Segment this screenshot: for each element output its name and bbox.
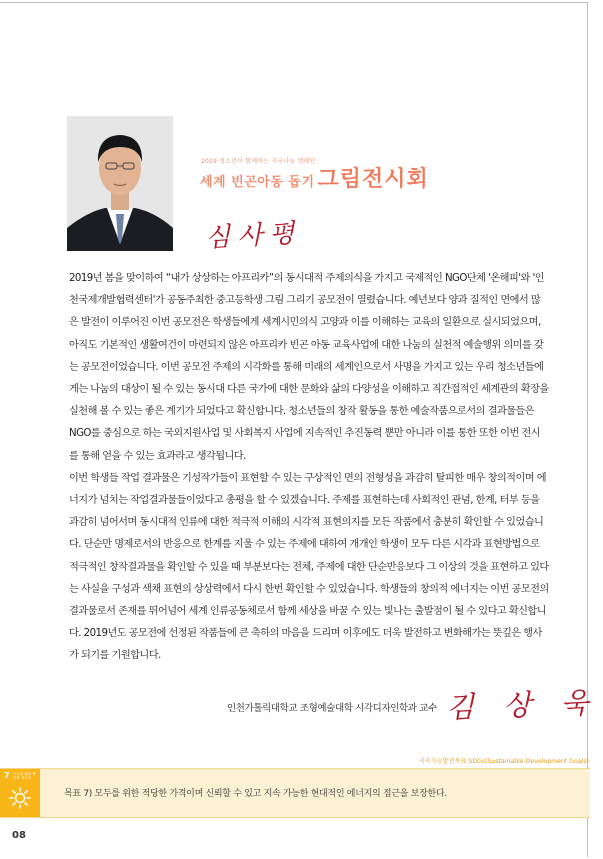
sdg-goal-text: 목표 7) 모두를 위한 적당한 가격이며 신뢰할 수 있고 지속 가능한 현대적인 에너지의 접근을 보장한다. [64, 789, 447, 799]
sun-icon [9, 787, 31, 813]
event-title-big: 그림전시회 [317, 167, 429, 192]
sdg-goal-icon-tile [0, 769, 40, 817]
body-paragraph: 2019년 봄을 맞이하여 “내가 상상하는 아프리카”의 동시대적 주제의식을 가지고 국제적인 NGO단체 '온해피'와 '인천국제개발협력센터'가 공동주최한 중고등학생 그림 그리기 공모전이 열렸습니다. 예년보다 양과 질적인 면에서 많은 발전이 이루어진 이번 공모전은 학생들에게 세계시민의식 고양과 이를 이해하는 교육의 일환으로 실시되었으며, 아직도 기본적인 생활여건이 마련되지 않은 아프리카 빈곤 아동 교육사업에 대한 나눔의 실천적 예술행위 의미를 갖는 공모전이었습니다. 이번 공모전 주제의 시각화를 통해 미래의 세계인으로서 사명을 가지고 있는 우리 청소년들에게는 나눔의 대상이 될 수 있는 동시대 다른 국가에 대한 문화와 삶의 다양성을 이해하고 직간접적인 세계관의 확장을 실천해 볼 수 있는 좋은 계기가 되었다고 확신합니다. 청소년들의 창작 활동을 통한 예술작품으로서의 결과물들은 NGO를 중심으로 하는 국외지원사업 및 사회복지 사업에 지속적인 추진동력 뿐만 아니라 이를 통한 또한 이번 전시를 통해 얻을 수 있는 효과라고 생각됩니다. [69, 273, 549, 462]
frame-top-line [0, 2, 588, 3]
sdg-goal-number: 7 [4, 771, 10, 780]
author-portrait [67, 116, 173, 251]
event-title [200, 162, 429, 193]
author-affiliation: 인천가톨릭대학교 조형예술대학 시각디자인학과 교수 [227, 703, 437, 714]
page-number: 08 [12, 830, 26, 841]
review-heading-calligraphy: 심사평 [204, 218, 303, 254]
frame-right-line [587, 2, 588, 857]
sdg-caption: 지속가능발전목표 SDGs(Sustainable Development Goals) [418, 758, 589, 765]
review-body [69, 268, 549, 668]
sdg-goal-icon-label: 모두를 위한 깨끗한 에너지 [13, 772, 36, 780]
sdg-goal-box [0, 768, 590, 818]
author-signature: 김 상 욱 [445, 685, 600, 725]
body-paragraph: 이번 학생들 작업 결과물은 기성작가들이 표현할 수 있는 구상적인 면의 전형성을 과감히 탈피한 매우 창의적이며 에너지가 넘치는 작업결과물들이었다고 총평을 할 수 있겠습니다. 주제를 표현하는데 사회적인 관념, 한계, 터부 등을 과감히 넘어서며 동시대적 인류에 대한 적극적 이해의 시각적 표현의지를 모든 작품에서 충분히 확인할 수 있었습니다. 단순만 명제로서의 반응으로 한계를 지울 수 있는 주제에 대하여 개개인 학생이 모두 다른 시각과 표현방법으로 적극적인 창작결과물을 확인할 수 있을 때 부분보다는 전체, 주제에 대한 단순반응보다 그 이상의 것을 표현하고 있다는 사실을 구성과 색채 표현의 상상력에서 다시 한번 확인할 수 있었습니다. 학생들의 창의적 에너지는 이번 공모전의 결과물로서 존재를 뛰어넘어 세계 인류공동체로서 함께 세상을 바꿀 수 있는 빛나는 출발점이 될 수 있다고 확신합니다. 2019년도 공모전에 선정된 작품들에 큰 축하의 마음을 드리며 이후에도 더욱 발전하고 변화해가는 뜻깊은 행사가 되기를 기원합니다. [69, 472, 549, 662]
event-subtitle: 2019 청소년이 함께하는 지구나눔 캠페인 [201, 158, 316, 165]
event-title-small: 세계 빈곤아동 돕기 [200, 175, 315, 190]
